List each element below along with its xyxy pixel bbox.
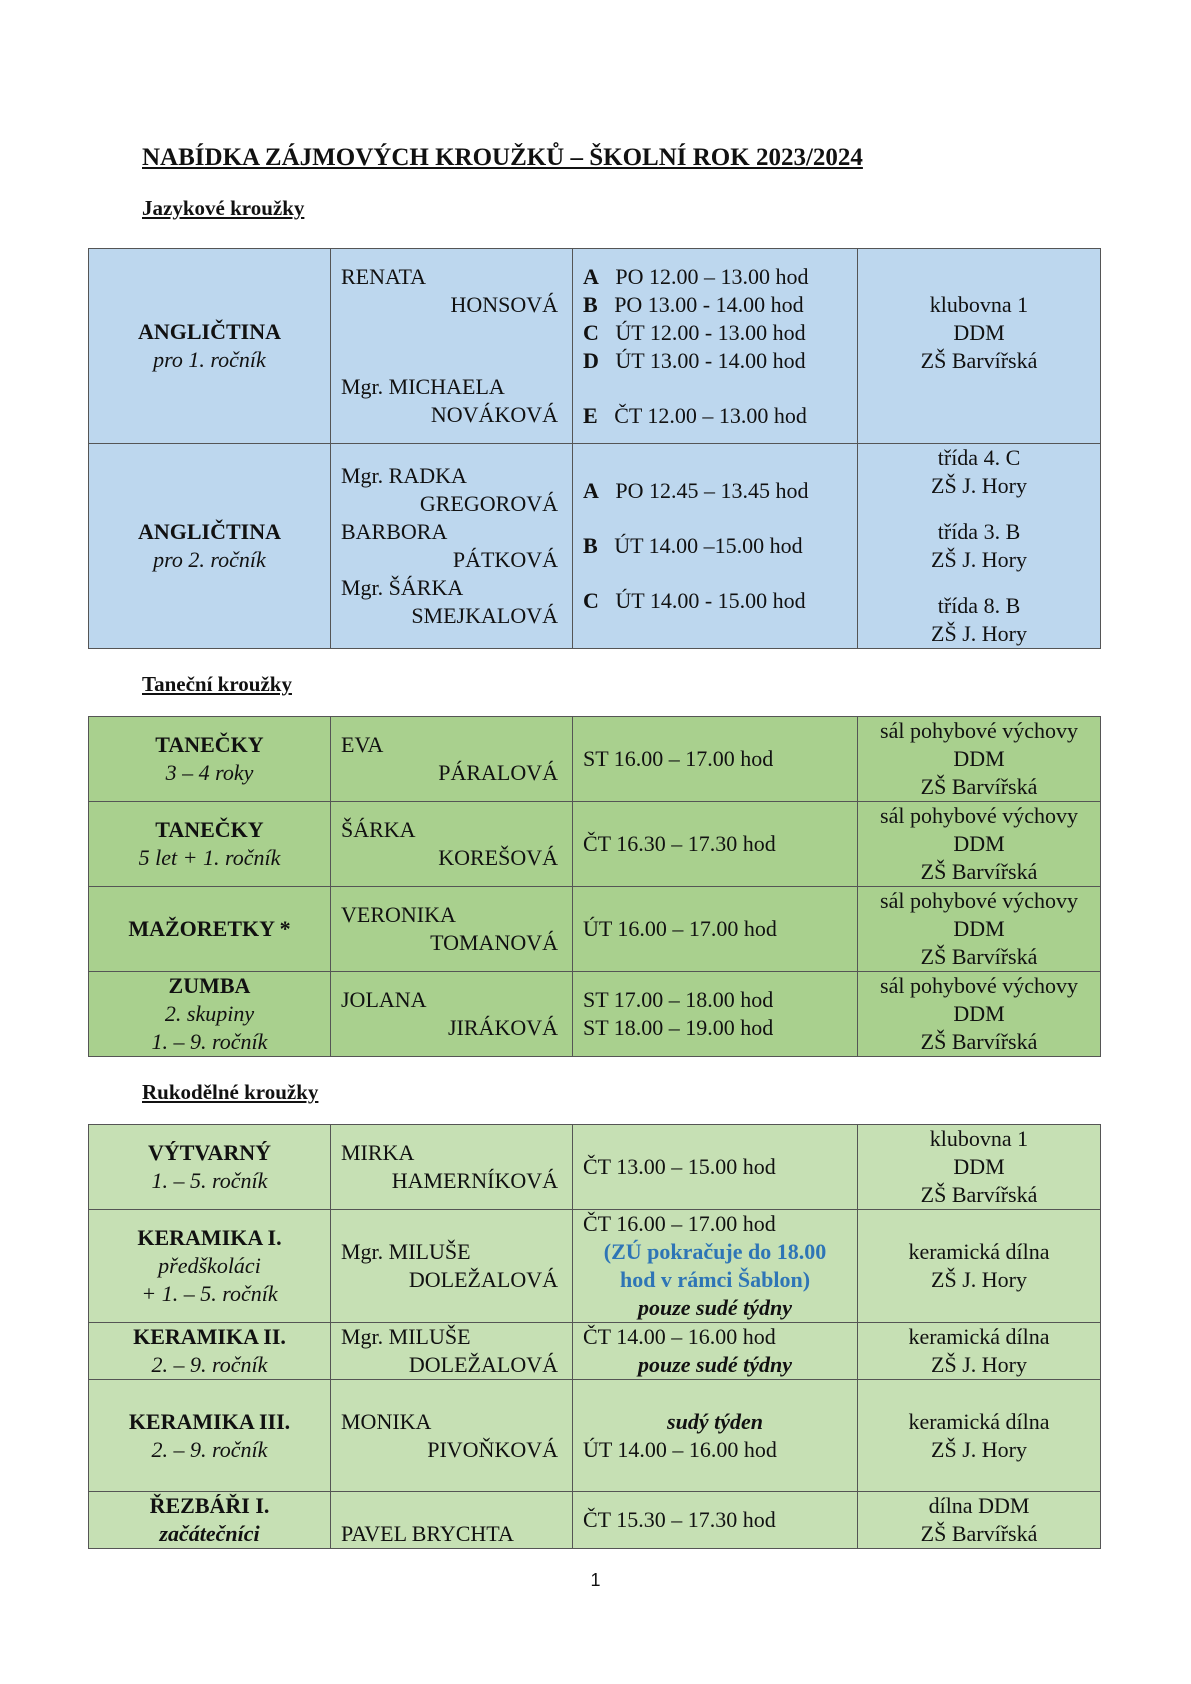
club-name: TANEČKY xyxy=(155,817,264,842)
place-line: DDM xyxy=(953,319,1005,345)
teacher-first: Mgr. ŠÁRKA xyxy=(341,575,464,600)
schedule-cell xyxy=(573,1323,858,1380)
section-heading-language: Jazykové kroužky xyxy=(142,196,305,220)
teacher-first: BARBORA xyxy=(341,519,448,544)
place-cell xyxy=(858,1492,1101,1549)
table-row xyxy=(89,887,1101,972)
place-line: DDM xyxy=(953,1001,1005,1026)
teacher-cell xyxy=(331,249,573,444)
schedule-cell xyxy=(573,1380,858,1492)
teacher-cell xyxy=(331,1492,573,1549)
place-line: sál pohybové výchovy xyxy=(880,888,1078,913)
teacher-last: DOLEŽALOVÁ xyxy=(408,1267,558,1292)
place-cell xyxy=(858,717,1101,802)
teacher-name: PAVEL BRYCHTA xyxy=(341,1521,514,1546)
place-line: ZŠ Barvířská xyxy=(920,774,1038,799)
club-name: ANGLIČTINA xyxy=(137,319,282,344)
schedule-note: pouze sudé týdny xyxy=(638,1352,792,1377)
place-line: ZŠ J. Hory xyxy=(931,547,1027,572)
teacher-first: ŠÁRKA xyxy=(341,817,416,842)
table-row xyxy=(89,249,1101,444)
place-line: ZŠ Barvířská xyxy=(920,859,1038,884)
club-name-cell xyxy=(89,1492,331,1549)
schedule-note: pouze sudé týdny xyxy=(638,1295,792,1320)
teacher-cell xyxy=(331,972,573,1057)
place-line: třída 8. B xyxy=(937,593,1021,618)
schedule-cell xyxy=(573,1210,858,1323)
schedule-slot: A PO 12.45 – 13.45 hod xyxy=(583,478,809,503)
place-line: ZŠ Barvířská xyxy=(920,1029,1038,1054)
place-line: ZŠ J. Hory xyxy=(931,1436,1027,1462)
club-grade: 1. – 9. ročník xyxy=(151,1029,268,1054)
place-cell xyxy=(858,972,1101,1057)
schedule-slot: A PO 12.00 – 13.00 hod xyxy=(583,263,809,289)
schedule-slot: C ÚT 12.00 - 13.00 hod xyxy=(583,319,806,345)
teacher-last: HAMERNÍKOVÁ xyxy=(391,1168,558,1193)
place-line: sál pohybové výchovy xyxy=(880,718,1078,743)
teacher-first: EVA xyxy=(341,732,384,757)
club-grade: 2. – 9. ročník xyxy=(151,1436,268,1462)
place-line: DDM xyxy=(953,1154,1005,1179)
table-row xyxy=(89,1125,1101,1210)
teacher-first: Mgr. MILUŠE xyxy=(341,1239,471,1264)
club-name: ANGLIČTINA xyxy=(137,519,282,544)
section-heading-craft: Rukodělné kroužky xyxy=(142,1080,319,1104)
teacher-last: PÁRALOVÁ xyxy=(438,760,558,785)
table-row xyxy=(89,444,1101,649)
schedule-slot: ČT 16.00 – 17.00 hod xyxy=(583,1211,776,1236)
club-grade: pro 2. ročník xyxy=(153,547,266,572)
club-name-cell xyxy=(89,249,331,444)
schedule-slot: E ČT 12.00 – 13.00 hod xyxy=(583,402,807,428)
club-name-cell xyxy=(89,972,331,1057)
schedule-note: sudý týden xyxy=(667,1408,763,1434)
schedule-cell xyxy=(573,1492,858,1549)
place-line: sál pohybové výchovy xyxy=(880,803,1078,828)
place-line: ZŠ Barvířská xyxy=(920,944,1038,969)
table-row xyxy=(89,1323,1101,1380)
club-grade: + 1. – 5. ročník xyxy=(141,1281,278,1306)
place-line: ZŠ Barvířská xyxy=(920,1521,1038,1546)
schedule-slot: ČT 14.00 – 16.00 hod xyxy=(583,1324,776,1349)
club-name: KERAMIKA I. xyxy=(137,1225,282,1250)
schedule-slot: ČT 13.00 – 15.00 hod xyxy=(583,1154,776,1179)
schedule-slot: B ÚT 14.00 –15.00 hod xyxy=(583,533,803,558)
place-line: DDM xyxy=(953,916,1005,941)
teacher-last: HONSOVÁ xyxy=(450,292,558,317)
place-cell xyxy=(858,1323,1101,1380)
place-line: ZŠ J. Hory xyxy=(931,621,1027,646)
schedule-cell xyxy=(573,1125,858,1210)
schedule-note: hod v rámci Šablon) xyxy=(619,1267,811,1292)
teacher-cell xyxy=(331,444,573,649)
club-name: ŘEZBÁŘI I. xyxy=(149,1493,270,1518)
table-row xyxy=(89,802,1101,887)
place-line: keramická dílna xyxy=(908,1324,1050,1349)
place-cell xyxy=(858,1125,1101,1210)
language-table xyxy=(88,248,1101,649)
table-row xyxy=(89,1492,1101,1549)
schedule-cell xyxy=(573,444,858,649)
club-grade: 5 let + 1. ročník xyxy=(138,845,281,870)
club-grade: 3 – 4 roky xyxy=(165,760,254,785)
teacher-last: PÁTKOVÁ xyxy=(452,547,558,572)
place-line: klubovna 1 xyxy=(929,1126,1029,1151)
teacher-first: JOLANA xyxy=(341,987,427,1012)
teacher-cell xyxy=(331,887,573,972)
schedule-cell xyxy=(573,249,858,444)
place-line: keramická dílna xyxy=(908,1408,1050,1434)
club-name: MAŽORETKY * xyxy=(128,916,291,941)
place-line: ZŠ J. Hory xyxy=(931,1352,1027,1377)
place-line: keramická dílna xyxy=(908,1239,1050,1264)
club-grade: 1. – 5. ročník xyxy=(151,1168,268,1193)
place-cell xyxy=(858,444,1101,649)
schedule-cell xyxy=(573,887,858,972)
club-name: TANEČKY xyxy=(155,732,264,757)
schedule-slot: ST 17.00 – 18.00 hod xyxy=(583,987,774,1012)
club-name-cell xyxy=(89,887,331,972)
schedule-slot: ČT 16.30 – 17.30 hod xyxy=(583,831,776,856)
teacher-cell xyxy=(331,1323,573,1380)
schedule-slot: C ÚT 14.00 - 15.00 hod xyxy=(583,588,806,613)
schedule-slot: ČT 15.30 – 17.30 hod xyxy=(583,1507,776,1532)
teacher-first: RENATA xyxy=(341,264,427,289)
schedule-note: (ZÚ pokračuje do 18.00 xyxy=(603,1239,827,1264)
teacher-first: VERONIKA xyxy=(341,902,456,927)
page-title: NABÍDKA ZÁJMOVÝCH KROUŽKŮ – ŠKOLNÍ ROK 2023/2024 xyxy=(142,144,863,171)
place-line: ZŠ Barvířská xyxy=(920,347,1038,373)
club-grade: předškoláci xyxy=(158,1253,261,1278)
place-line: třída 4. C xyxy=(937,445,1021,470)
club-name-cell xyxy=(89,802,331,887)
teacher-first: Mgr. MILUŠE xyxy=(341,1324,471,1349)
club-name-cell xyxy=(89,717,331,802)
table-row xyxy=(89,717,1101,802)
teacher-first: Mgr. RADKA xyxy=(341,463,467,488)
club-grade: 2. – 9. ročník xyxy=(151,1352,268,1377)
place-cell xyxy=(858,887,1101,972)
club-name-cell xyxy=(89,444,331,649)
section-heading-dance: Taneční kroužky xyxy=(142,672,292,696)
teacher-last: TOMANOVÁ xyxy=(430,930,558,955)
place-line: ZŠ Barvířská xyxy=(920,1182,1038,1207)
teacher-cell xyxy=(331,1380,573,1492)
craft-table xyxy=(88,1124,1101,1549)
schedule-slot: ÚT 16.00 – 17.00 hod xyxy=(583,916,777,941)
place-line: ZŠ J. Hory xyxy=(931,1267,1027,1292)
teacher-cell xyxy=(331,717,573,802)
club-name: KERAMIKA II. xyxy=(133,1324,286,1349)
club-name: VÝTVARNÝ xyxy=(147,1140,272,1165)
club-grade: 2. skupiny xyxy=(164,1001,255,1026)
club-grade: pro 1. ročník xyxy=(153,347,266,372)
place-line: sál pohybové výchovy xyxy=(880,973,1078,998)
place-cell xyxy=(858,1210,1101,1323)
schedule-cell xyxy=(573,802,858,887)
place-line: ZŠ J. Hory xyxy=(931,473,1027,498)
club-name-cell xyxy=(89,1323,331,1380)
dance-table xyxy=(88,716,1101,1057)
club-name-cell xyxy=(89,1210,331,1323)
place-line: třída 3. B xyxy=(937,519,1021,544)
place-line: DDM xyxy=(953,831,1005,856)
table-row xyxy=(89,972,1101,1057)
schedule-slot: ST 18.00 – 19.00 hod xyxy=(583,1015,774,1040)
place-line: dílna DDM xyxy=(928,1493,1030,1518)
table-row xyxy=(89,1380,1101,1492)
teacher-last: NOVÁKOVÁ xyxy=(430,402,558,427)
teacher-first: MIRKA xyxy=(341,1140,415,1165)
table-row xyxy=(89,1210,1101,1323)
club-name: KERAMIKA III. xyxy=(128,1408,291,1434)
teacher-last: KOREŠOVÁ xyxy=(438,845,558,870)
schedule-cell xyxy=(573,717,858,802)
place-line: klubovna 1 xyxy=(929,291,1029,317)
schedule-slot: B PO 13.00 - 14.00 hod xyxy=(583,291,804,317)
schedule-slot: D ÚT 13.00 - 14.00 hod xyxy=(583,347,806,373)
teacher-cell xyxy=(331,1125,573,1210)
club-grade: začátečníci xyxy=(159,1521,260,1546)
club-name-cell xyxy=(89,1380,331,1492)
place-cell xyxy=(858,249,1101,444)
schedule-slot: ST 16.00 – 17.00 hod xyxy=(583,746,774,771)
teacher-last: PIVOŇKOVÁ xyxy=(427,1436,558,1462)
teacher-last: GREGOROVÁ xyxy=(419,491,558,516)
schedule-cell xyxy=(573,972,858,1057)
schedule-slot: ÚT 14.00 – 16.00 hod xyxy=(583,1436,777,1462)
place-cell xyxy=(858,1380,1101,1492)
teacher-first: MONIKA xyxy=(341,1408,432,1434)
place-line: DDM xyxy=(953,746,1005,771)
teacher-first: Mgr. MICHAELA xyxy=(341,374,505,399)
teacher-last: DOLEŽALOVÁ xyxy=(408,1352,558,1377)
teacher-cell xyxy=(331,802,573,887)
teacher-last: JIRÁKOVÁ xyxy=(448,1015,558,1040)
club-name: ZUMBA xyxy=(168,973,251,998)
page-number: 1 xyxy=(590,1570,601,1590)
place-cell xyxy=(858,802,1101,887)
teacher-last: SMEJKALOVÁ xyxy=(411,603,558,628)
club-name-cell xyxy=(89,1125,331,1210)
teacher-cell xyxy=(331,1210,573,1323)
